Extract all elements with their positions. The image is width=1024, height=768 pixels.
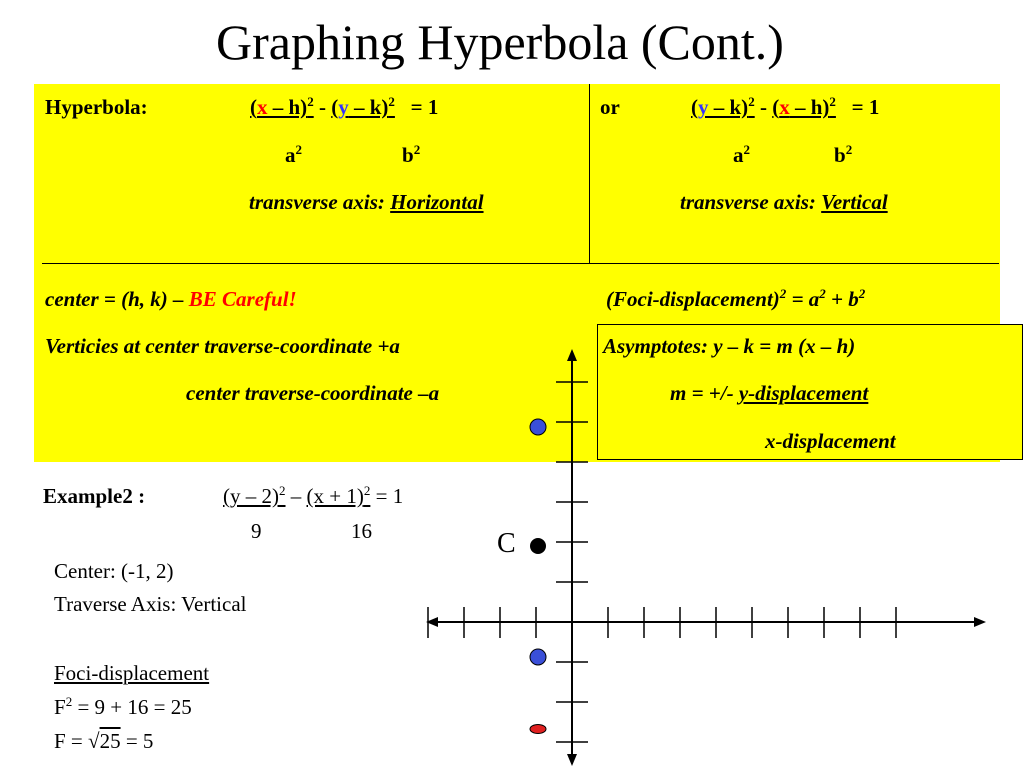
foci-formula: (Foci-displacement)$^2$ = $a^2 + b^2$	[606, 286, 866, 311]
lower-focus-point	[530, 725, 546, 734]
denominator-a-squared: $a^2$	[733, 142, 751, 167]
or-label: or	[600, 95, 620, 119]
x-axis-right-arrow	[974, 617, 986, 627]
denominator-b-squared: $b^2$	[402, 142, 421, 167]
center-note: center = (h, k) – BE Careful!	[45, 287, 297, 311]
transverse-axis-horizontal: transverse axis: Horizontal	[249, 190, 484, 214]
y-axis	[567, 349, 577, 766]
center-point	[530, 538, 546, 554]
lower-vertex-point	[530, 649, 546, 665]
denominator-a-squared: $a^2$	[285, 142, 303, 167]
denominator-b-squared: $b^2$	[834, 142, 853, 167]
example-label: Example2 :	[43, 484, 146, 508]
example-equation: $(y - 2)^2 - (x + 1)^2 = 1$	[223, 483, 404, 508]
asymptote-equation: Asymptotes: y – k = m (x – h)	[603, 334, 856, 358]
x-axis	[426, 617, 986, 627]
horizontal-hyperbola-equation: (x – h)$^2$ - (y – k)$^2$ = 1	[250, 94, 439, 119]
slope-denominator: x-displacement	[765, 429, 896, 453]
example-denominator-16: 16	[351, 519, 372, 543]
transverse-axis-vertical: transverse axis: Vertical	[680, 190, 888, 214]
foci-heading: Foci-displacement	[54, 661, 210, 685]
upper-vertex-point	[530, 419, 546, 435]
f-squared-line: $F^2 = 9 + 16 = 25$	[54, 694, 192, 719]
vertices-rule-line1: Verticies at center traverse-coordinate +a	[45, 334, 400, 358]
hyperbola-label: Hyperbola:	[45, 95, 148, 119]
slope-formula: m = +/- y-displacement	[670, 381, 869, 405]
vertices-rule-line2: center traverse-coordinate –a	[186, 381, 440, 405]
slide-title: Graphing Hyperbola (Cont.)	[216, 14, 784, 70]
f-result-line: F = √25 = 5	[54, 729, 154, 753]
axis-result: Traverse Axis: Vertical	[54, 592, 247, 616]
y-axis-bottom-arrow	[567, 754, 577, 766]
center-label: C	[497, 528, 516, 559]
vertical-hyperbola-equation: (y – k)$^2$ - (x – h)$^2$ = 1	[691, 94, 880, 119]
example-denominator-9: 9	[251, 519, 262, 543]
center-result: Center: (-1, 2)	[54, 559, 174, 583]
y-axis-top-arrow	[567, 349, 577, 361]
